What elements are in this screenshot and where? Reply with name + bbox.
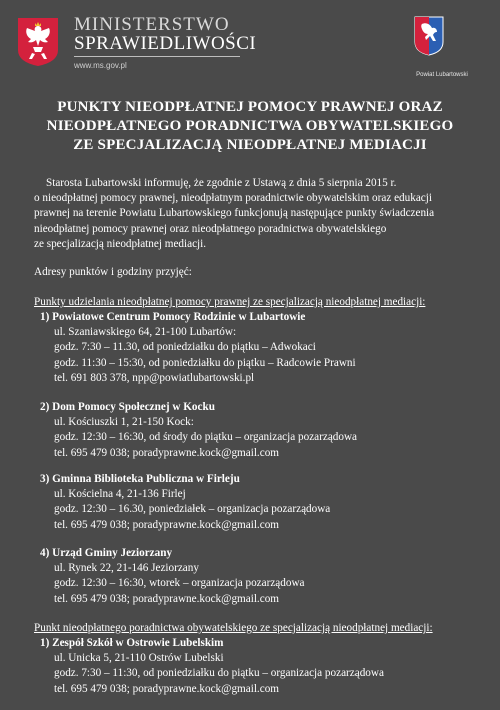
point-line: godz. 12:30 – 16:30, od środy do piątku – organizacja pozarządowa [54,431,358,444]
intro-line: nieodpłatnej pomocy prawnej oraz nieodpłatnego poradnictwa obywatelskiego [34,222,387,235]
point-line: tel. 691 803 378, npp@powiatlubartowski.pl [54,371,255,384]
ministry-name-line1: MINISTERSTWO [74,14,230,35]
point-line: tel. 695 479 038; poradyprawne.kock@gmail.com [54,518,279,531]
intro-line: ze specjalizacją nieodpłatnej mediacji. [34,237,207,250]
point-name: 3) Gminna Biblioteka Publiczna w Firleju [40,473,240,485]
point-line: ul. Kościuszki 1, 21-150 Kock: [54,416,194,429]
header [0,0,500,90]
ministry-url: www.ms.gov.pl [74,61,127,70]
point-name: 4) Urząd Gminy Jeziorzany [40,547,173,559]
intro-line: prawnej na terenie Powiatu Lubartowskiego funkcjonują następujące punkty świadczenia [34,207,435,220]
point-line: ul. Kościelna 4, 21-136 Firlej [54,488,186,501]
intro-paragraph [34,176,474,252]
point-name: 1) Zespół Szkół w Ostrowie Lubelskim [40,637,224,649]
powiat-label: Powiat Lubartowski [416,72,468,78]
point-line: godz. 11:30 – 15:30, od poniedziałku do piątku – Radcowie Prawni [54,356,356,369]
powiat-coat-of-arms-icon [414,16,444,56]
title-line: ZE SPECJALIZACJĄ NIEODPŁATNEJ MEDIACJI [73,137,427,153]
page-title [20,98,480,155]
point-name: 1) Powiatowe Centrum Pomocy Rodzinie w Lubartowie [40,311,306,323]
polish-eagle-emblem-icon [16,16,60,68]
intro-line: Starosta Lubartowski informuję, że zgodnie z Ustawą z dnia 5 sierpnia 2015 r. [46,177,397,189]
point-line: godz. 12:30 – 16:30, wtorek – organizacja pozarządowa [54,577,305,590]
title-line: NIEODPŁATNEGO PORADNICTWA OBYWATELSKIEGO [46,118,454,134]
list-item [34,546,305,607]
legal-aid-heading: Punkty udzielania nieodpłatnej pomocy prawnej ze specjalizacją nieodpłatnej mediacji: [34,296,426,308]
civic-advice-heading: Punkt nieodpłatnego poradnictwa obywatelskiego ze specjalizacją nieodpłatnej mediacji: [34,622,433,634]
list-item [34,636,384,697]
point-line: ul. Rynek 22, 21-146 Jeziorzany [54,562,199,575]
title-line: PUNKTY NIEODPŁATNEJ POMOCY PRAWNEJ ORAZ [57,99,443,115]
list-item [34,400,357,461]
point-line: ul. Szaniawskiego 64, 21-100 Lubartów: [54,326,237,339]
point-line: godz. 7:30 – 11:30, od poniedziałku do piątku – organizacja pozarządowa [54,667,384,680]
point-line: tel. 695 479 038; poradyprawne.kock@gmail.com [54,682,279,695]
point-line: tel. 695 479 038; poradyprawne.kock@gmail.com [54,446,279,459]
intro-line: o nieodpłatnej pomocy prawnej, nieodpłatnym poradnictwie obywatelskim oraz edukacji [34,192,432,205]
point-line: godz. 7:30 – 11.30, od poniedziałku do piątku – Adwokaci [54,341,316,354]
point-line: godz. 12:30 – 16.30, poniedziałek – organizacja pozarządowa [54,503,331,516]
point-line: ul. Unicka 5, 21-110 Ostrów Lubelski [54,652,224,665]
addresses-heading: Adresy punktów i godziny przyjęć: [34,266,192,278]
list-item [34,472,330,533]
list-item [34,310,356,386]
ministry-divider [74,56,240,57]
ministry-name-line2: SPRAWIEDLIWOŚCI [74,33,257,54]
point-name: 2) Dom Pomocy Społecznej w Kocku [40,401,215,413]
point-line: tel. 695 479 038; poradyprawne.kock@gmail.com [54,592,279,605]
